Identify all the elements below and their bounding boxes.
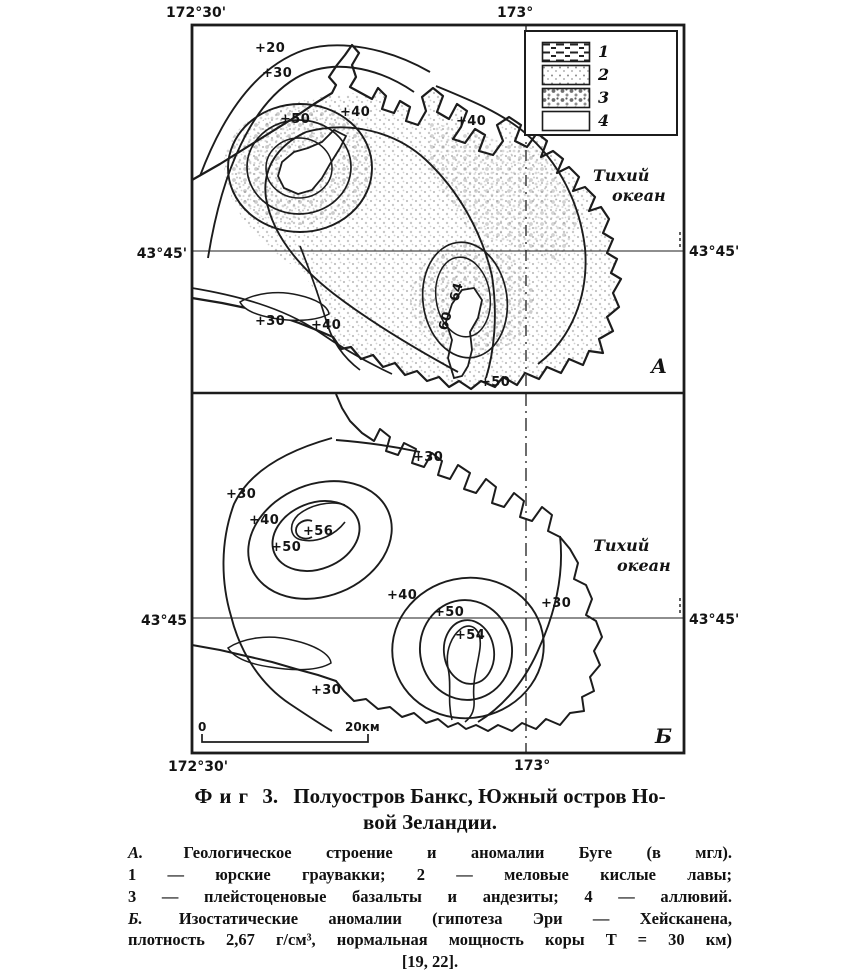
lon-label-bottom-left: 172°30' [168, 759, 228, 775]
figure-caption [128, 784, 732, 973]
panel-b [192, 393, 684, 753]
contour-label: +50 [434, 605, 465, 620]
contour-b-50-east [413, 594, 518, 706]
ocean-label-b1: Тихий [593, 536, 650, 555]
caption-refs: [19, 22]. [401, 952, 459, 972]
legend-num: 2 [598, 64, 610, 84]
legend-swatch-greywacke [542, 42, 590, 62]
contour-label: +40 [249, 513, 280, 528]
caption-fig-word: Фиг [194, 784, 256, 808]
caption-fig-number: 3. [262, 784, 279, 808]
caption-line-b [128, 908, 732, 930]
legend-box [524, 30, 678, 136]
scale-zero-label: 0 [198, 720, 207, 734]
legend-swatch-alluvium [542, 111, 590, 131]
scale-end-label: 20км [345, 720, 380, 734]
caption-line-b2: плотность 2,67 г/см³, нормальная мощность коры T = 30 км) [128, 930, 732, 950]
lon-label-bottom: 173° [514, 758, 551, 774]
contour-b-30-top [336, 440, 420, 452]
contour-label: +56 [303, 524, 334, 539]
contour-label: +40 [456, 114, 487, 129]
caption-line-34: 3 — плейстоценовые базальты и андезиты; 4 — аллювий. [128, 886, 732, 906]
panel-letter-b: Б [655, 724, 673, 748]
legend-num: 3 [598, 87, 610, 107]
ocean-label-a1: Тихий [593, 166, 650, 185]
contour-b-40-west [230, 460, 409, 619]
caption-title-line1 [128, 784, 732, 810]
caption-a-lead: А. [128, 843, 144, 863]
legend-num: 4 [598, 110, 610, 130]
caption-line-12: 1 — юрские граувакки; 2 — меловые кислые лавы; [128, 864, 732, 884]
contour-label: +30 [311, 683, 342, 698]
lat-label-b-right: 43°45' [689, 612, 740, 628]
contour-label: +20 [255, 41, 286, 56]
caption-title-text: Полуостров Банкс, Южный остров Но- [293, 784, 666, 808]
legend-num: 1 [598, 41, 610, 61]
contour-label: +40 [311, 318, 342, 333]
legend-row-3 [542, 86, 676, 109]
contour-label: 64 [447, 280, 467, 304]
contour-label: +40 [340, 105, 371, 120]
scale-bar [202, 734, 368, 742]
legend-row-1 [542, 40, 676, 63]
coastline-b [192, 394, 602, 731]
contour-label: 60 [436, 309, 456, 333]
contour-label: +50 [280, 112, 311, 127]
lat-label-a-right: 43°45' [689, 244, 740, 260]
contour-label: +40 [387, 588, 418, 603]
caption-description [128, 842, 732, 973]
lat-label-a-left: 43°45' [136, 246, 187, 262]
lat-label-b-left: 43°45 [141, 613, 187, 629]
legend-row-2 [542, 63, 676, 86]
contour-label: +54 [455, 628, 486, 643]
contour-label: +30 [413, 450, 444, 465]
lon-label-top-left: 172°30' [166, 5, 226, 21]
caption-b-text: Изостатические аномалии (гипотеза Эри — Хейсканена, [178, 908, 733, 928]
caption-a-text: Геологическое строение и аномалии Буге (в мгл). [183, 843, 732, 863]
lon-label-top: 173° [497, 5, 534, 21]
contour-label: +50 [271, 540, 302, 555]
caption-b-lead: Б. [128, 908, 143, 928]
panel-letter-a: А [651, 354, 668, 378]
contour-label: +50 [480, 375, 511, 390]
legend-swatch-lavas [542, 65, 590, 85]
contour-label: +30 [226, 487, 257, 502]
legend-swatch-basalts [542, 88, 590, 108]
legend-row-4 [542, 109, 676, 132]
caption-title-line2: вой Зеландии. [363, 809, 497, 834]
caption-line-a [128, 842, 732, 864]
contour-label: +30 [541, 596, 572, 611]
ocean-label-a2: океан [612, 186, 666, 205]
contour-label: +30 [255, 314, 286, 329]
ocean-label-b2: океан [617, 556, 671, 575]
contour-label: +30 [262, 66, 293, 81]
